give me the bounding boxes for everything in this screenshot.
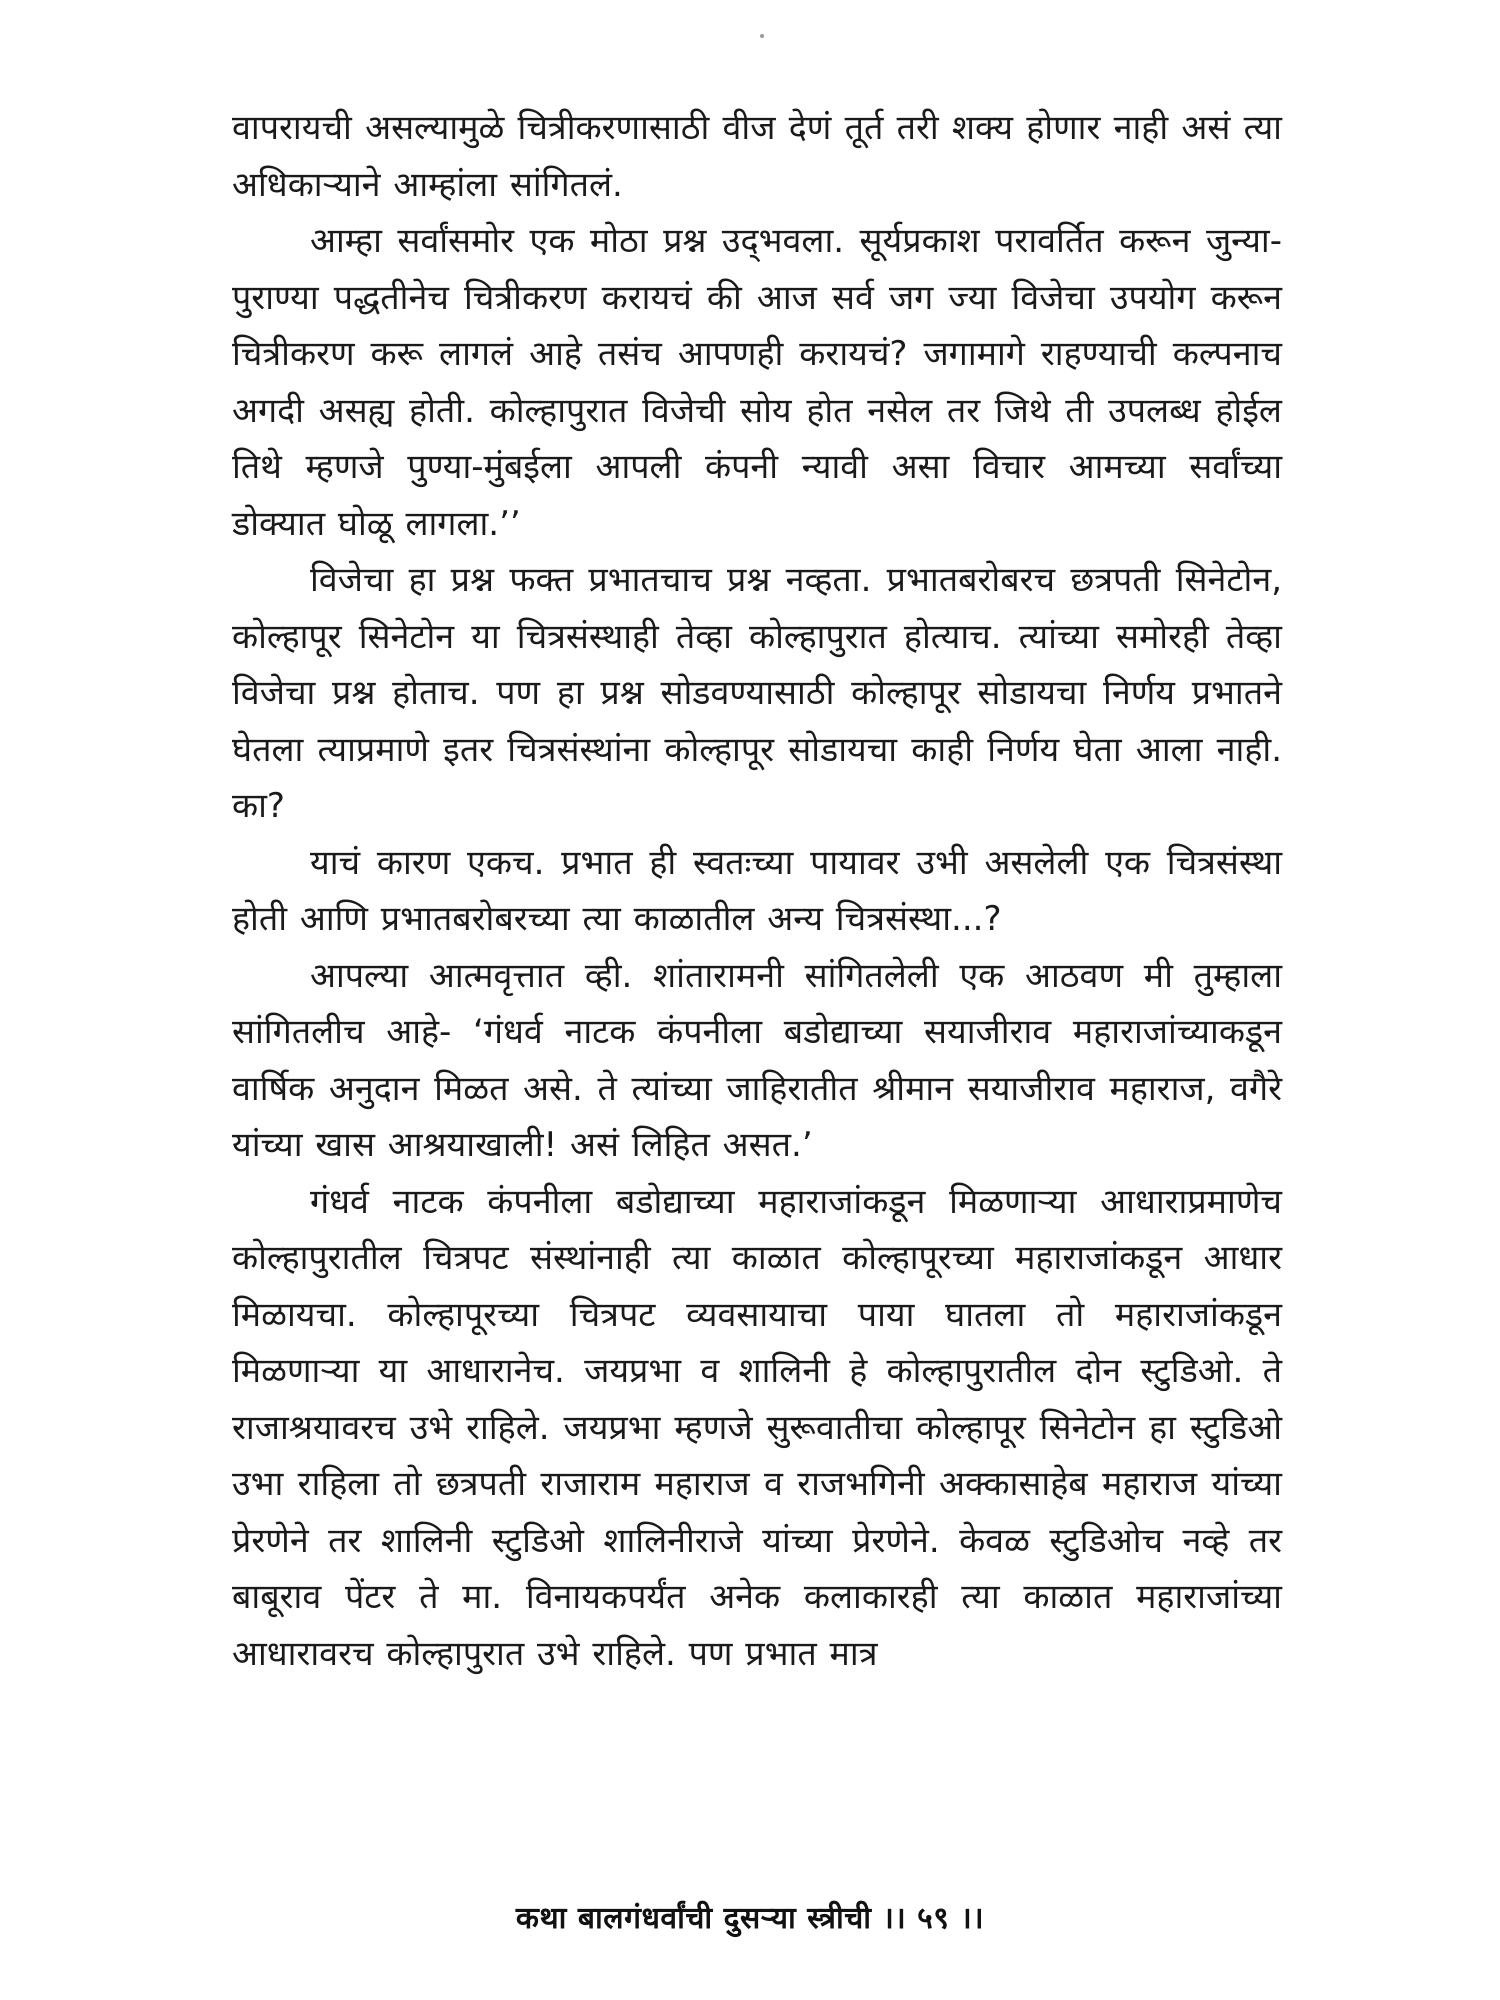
paragraph-3: विजेचा हा प्रश्न फक्त प्रभातचाच प्रश्न नव्हता. प्रभातबरोबरच छत्रपती सिनेटोन, कोल्हापूर सिनेटोन या चित्रसंस्थाही तेव्हा कोल्हापुरात होत्याच. त्यांच्या समोरही तेव्हा विजेचा प्रश्न होताच. पण हा प्रश्न सोडवण्यासाठी कोल्हापूर सोडायचा निर्णय प्रभातने घेतला त्याप्रमाणे इतर चित्रसंस्थांना कोल्हापूर सोडायचा काही निर्णय घेता आला नाही. का?: [232, 560, 1282, 826]
body-text: [232, 100, 1282, 1682]
page-number: ।। ५९ ।।: [882, 1901, 985, 1936]
paragraph-1: वापरायची असल्यामुळे चित्रीकरणासाठी वीज देणं तूर्त तरी शक्य होणार नाही असं त्या अधिकाऱ्याने आम्हांला सांगितलं.: [232, 108, 1282, 205]
running-title: कथा बालगंधर्वांची दुसऱ्या स्त्रीची: [515, 1901, 872, 1936]
paragraph-2: आम्हा सर्वांसमोर एक मोठा प्रश्न उद्‌भवला. सूर्यप्रकाश परावर्तित करून जुन्या-पुराण्या पद्धतीनेच चित्रीकरण करायचं की आज सर्व जग ज्या विजेचा उपयोग करून चित्रीकरण करू लागलं आहे तसंच आपणही करायचं? जगामागे राहण्याची कल्पनाच अगदी असह्य होती. कोल्हापुरात विजेची सोय होत नसेल तर जिथे ती उपलब्ध होईल तिथे म्हणजे पुण्या-मुंबईला आपली कंपनी न्यावी असा विचार आमच्या सर्वांच्या डोक्यात घोळू लागला.’’: [232, 221, 1282, 544]
page-footer: [0, 1896, 1500, 1937]
paragraph-5: आपल्या आत्मवृत्तात व्ही. शांतारामनी सांगितलेली एक आठवण मी तुम्हाला सांगितलीच आहे- ‘गंधर्व नाटक कंपनीला बडोद्याच्या सयाजीराव महाराजांच्याकडून वार्षिक अनुदान मिळत असे. ते त्यांच्या जाहिरातीत श्रीमान सयाजीराव महाराज, वगैरे यांच्या खास आश्रयाखाली! असं लिहित असत.’: [232, 955, 1282, 1165]
paragraph-6: गंधर्व नाटक कंपनीला बडोद्याच्या महाराजांकडून मिळणाऱ्या आधाराप्रमाणेच कोल्हापुरातील चित्रपट संस्थांनाही त्या काळात कोल्हापूरच्या महाराजांकडून आधार मिळायचा. कोल्हापूरच्या चित्रपट व्यवसायाचा पाया घातला तो महाराजांकडून मिळणाऱ्या या आधारानेच. जयप्रभा व शालिनी हे कोल्हापुरातील दोन स्टुडिओ. ते राजाश्रयावरच उभे राहिले. जयप्रभा म्हणजे सुरूवातीचा कोल्हापूर सिनेटोन हा स्टुडिओ उभा राहिला तो छत्रपती राजाराम महाराज व राजभगिनी अक्कासाहेब महाराज यांच्या प्रेरणेने तर शालिनी स्टुडिओ शालिनीराजे यांच्या प्रेरणेने. केवळ स्टुडिओच नव्हे तर बाबूराव पेंटर ते मा. विनायकपर्यंत अनेक कलाकारही त्या काळात महाराजांच्या आधारावरच कोल्हापुरात उभे राहिले. पण प्रभात मात्र: [232, 1181, 1282, 1674]
paragraph-4: याचं कारण एकच. प्रभात ही स्वतःच्या पायावर उभी असलेली एक चित्रसंस्था होती आणि प्रभातबरोबरच्या त्या काळातील अन्य चित्रसंस्था...?: [232, 842, 1282, 939]
page-speck-mark: [760, 34, 764, 38]
